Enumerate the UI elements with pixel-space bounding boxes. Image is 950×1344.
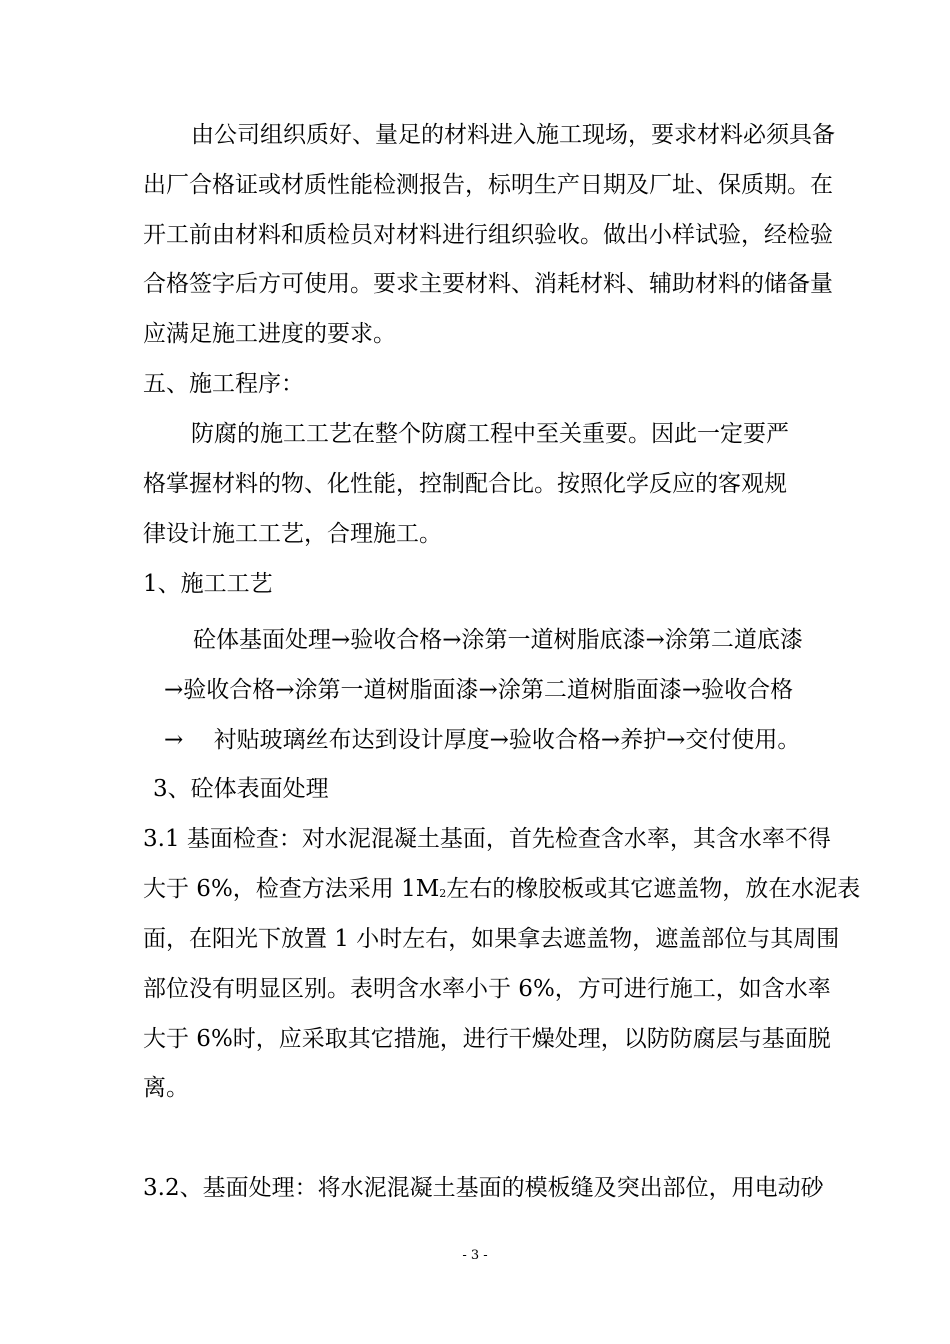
para3-line2	[143, 874, 950, 909]
para1-line5: 应满足施工进度的要求。	[143, 321, 396, 347]
page-number: - 3 -	[462, 1248, 488, 1263]
para3-line4: 部位没有明显区别。表明含水率小于 6%，方可进行施工，如含水率	[143, 976, 831, 1002]
para2-line3: 律设计施工工艺，合理施工。	[143, 521, 442, 547]
para2-line2: 格掌握材料的物、化性能，控制配合比。按照化学反应的客观规	[143, 471, 787, 497]
para1-line1: 由公司组织质好、量足的材料进入施工现场，要求材料必须具备	[191, 122, 835, 148]
para1-line2: 出厂合格证或材质性能检测报告，标明生产日期及厂址、保质期。在	[143, 172, 833, 198]
para3-line6: 离。	[143, 1075, 189, 1101]
para3-line2-prefix: 大于 6%，检查方法采用 1M	[143, 876, 440, 902]
superscript-2: 2	[439, 887, 447, 900]
subheading-3: 3、砼体表面处理	[153, 776, 329, 802]
process-line1: 砼体基面处理→验收合格→涂第一道树脂底漆→涂第二道底漆	[193, 627, 803, 653]
para3-line1: 3.1 基面检查：对水泥混凝土基面，首先检查含水率，其含水率不得	[143, 826, 831, 852]
para3-line2-rest: 左右的橡胶板或其它遮盖物，放在水泥表	[446, 876, 861, 902]
para2-line1: 防腐的施工工艺在整个防腐工程中至关重要。因此一定要严	[191, 421, 789, 447]
para4-line1: 3.2、基面处理：将水泥混凝土基面的模板缝及突出部位，用电动砂	[143, 1175, 824, 1201]
para3-line5: 大于 6%时，应采取其它措施，进行干燥处理，以防防腐层与基面脱	[143, 1026, 831, 1052]
process-line3: → 衬贴玻璃丝布达到设计厚度→验收合格→养护→交付使用。	[164, 727, 801, 753]
process-line2: →验收合格→涂第一道树脂面漆→涂第二道树脂面漆→验收合格	[164, 677, 794, 703]
section-heading-5: 五、施工程序：	[143, 371, 304, 397]
para1-line4: 合格签字后方可使用。要求主要材料、消耗材料、辅助材料的储备量	[143, 271, 833, 297]
para1-line3: 开工前由材料和质检员对材料进行组织验收。做出小样试验，经检验	[143, 222, 833, 248]
para3-line3: 面，在阳光下放置 1 小时左右，如果拿去遮盖物，遮盖部位与其周围	[143, 926, 840, 952]
subheading-1: 1、施工工艺	[143, 571, 273, 597]
